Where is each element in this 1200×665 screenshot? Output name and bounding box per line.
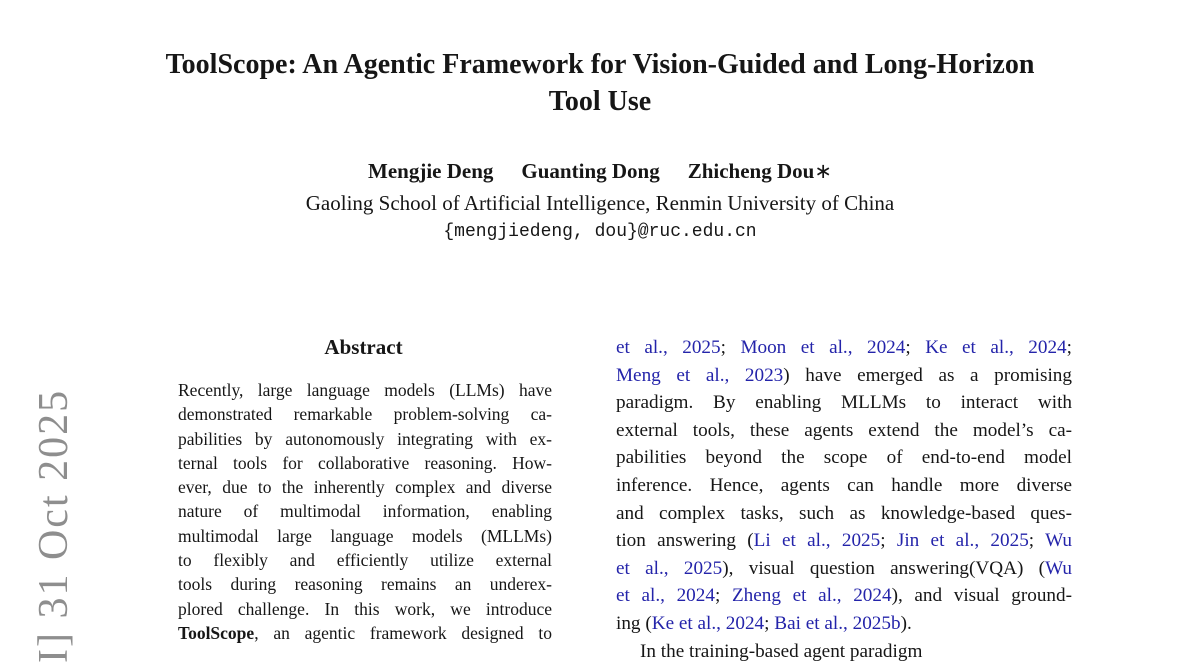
text-line: [616, 527, 1072, 555]
text-line: [178, 475, 552, 499]
citation-link[interactable]: Jin et al., 2025: [896, 530, 1029, 552]
text-line: [616, 582, 1072, 610]
text-segment: Recently, large language models (LLMs) have: [178, 380, 552, 400]
abstract-body: [178, 378, 552, 645]
text-segment: ), visual question answering(VQA) (: [722, 557, 1046, 579]
text-line: [616, 389, 1072, 417]
citation-link[interactable]: Ke et al., 2024: [925, 337, 1067, 358]
citation-link[interactable]: Zheng et al., 2024: [731, 585, 892, 607]
text-segment: ), and visual ground-: [891, 585, 1072, 607]
text-segment: inference. Hence, agents can handle more diverse: [616, 474, 1072, 496]
text-segment: pabilities by autonomously integrating with ex-: [178, 428, 552, 449]
text-line: [178, 451, 552, 475]
text-line: [616, 444, 1072, 472]
citation-link[interactable]: et al., 2024: [616, 585, 715, 607]
text-segment: ;: [714, 585, 732, 607]
text-segment: ;: [905, 337, 926, 358]
text-segment: ever, due to the inherently complex and diverse: [178, 477, 552, 498]
text-segment: paradigm. By enabling MLLMs to interact with: [616, 392, 1072, 414]
text-segment: ;: [880, 530, 897, 552]
citation-link[interactable]: Bai et al., 2025b: [774, 612, 901, 634]
text-segment: ;: [764, 612, 775, 634]
text-segment: ;: [1066, 337, 1072, 358]
paper-title-line2: Tool Use: [548, 86, 652, 117]
text-segment: external tools, these agents extend the model’s ca-: [616, 419, 1072, 441]
text-segment: In the training-based agent paradigm: [640, 640, 923, 662]
text-segment: and complex tasks, such as knowledge-based ques-: [616, 502, 1072, 524]
text-segment: plored challenge. In this work, we introduce: [178, 598, 552, 619]
affiliation: Gaoling School of Artificial Intelligence, Renmin University of China: [305, 191, 895, 215]
citation-link[interactable]: Ke et al., 2024: [651, 612, 765, 634]
text-line: [616, 638, 1072, 665]
text-line: [616, 417, 1072, 445]
text-segment: ternal tools for collaborative reasoning. How-: [178, 452, 552, 473]
email-line: {mengjiedeng, dou}@ruc.edu.cn: [443, 222, 757, 242]
text-line: [616, 362, 1072, 390]
text-line: [616, 472, 1072, 500]
text-line: [178, 572, 552, 596]
author-name: Zhicheng Dou∗: [687, 159, 832, 183]
citation-link[interactable]: et al., 2025: [616, 557, 723, 579]
citation-link[interactable]: Moon et al., 2024: [740, 337, 906, 358]
text-line: [178, 524, 552, 548]
paper-title: [0, 46, 1200, 120]
text-line: [616, 500, 1072, 528]
text-segment: tools during reasoning remains an underex-: [178, 574, 552, 595]
corresponding-author-mark: ∗: [814, 159, 832, 183]
author-name: Guanting Dong: [521, 159, 660, 183]
text-segment: ;: [1028, 530, 1046, 552]
text-segment: demonstrated remarkable problem-solving ca-: [178, 404, 552, 425]
text-line: [616, 610, 1072, 638]
intro-column: [616, 334, 1072, 665]
text-line: [178, 621, 552, 645]
text-line: [178, 378, 552, 402]
text-line: [178, 548, 552, 572]
citation-link[interactable]: Meng et al., 2023: [616, 364, 784, 386]
citation-link[interactable]: et al., 2025: [616, 337, 721, 358]
text-segment: ing (: [616, 612, 652, 634]
text-segment: pabilities beyond the scope of end-to-end model: [616, 447, 1072, 469]
text-segment: ) have emerged as a promising: [783, 364, 1072, 386]
arxiv-watermark: I] 31 Oct 2025: [31, 388, 77, 663]
citation-link[interactable]: Wu: [1045, 530, 1073, 552]
text-line: [178, 499, 552, 523]
text-segment: ;: [720, 337, 741, 358]
text-segment: ).: [900, 612, 912, 634]
abstract-heading: Abstract: [324, 335, 403, 359]
text-line: [616, 555, 1072, 583]
citation-link[interactable]: Wu: [1045, 557, 1072, 579]
text-line: [178, 597, 552, 621]
text-segment: to flexibly and efficiently utilize external: [178, 550, 552, 571]
text-segment: nature of multimodal information, enabling: [178, 501, 552, 522]
text-segment: ToolScope: [178, 622, 255, 643]
text-line: [178, 402, 552, 426]
paper-title-line1: ToolScope: An Agentic Framework for Vision-Guided and Long-Horizon: [165, 49, 1035, 80]
citation-link[interactable]: Li et al., 2025: [753, 530, 881, 552]
text-segment: , an agentic framework designed to: [254, 622, 552, 643]
text-line: [616, 334, 1072, 362]
author-name: Mengjie Deng: [368, 159, 494, 183]
author-list: [0, 158, 1200, 184]
text-segment: tion answering (: [616, 530, 754, 552]
text-line: [178, 427, 552, 451]
text-segment: multimodal large language models (MLLMs): [178, 525, 552, 546]
